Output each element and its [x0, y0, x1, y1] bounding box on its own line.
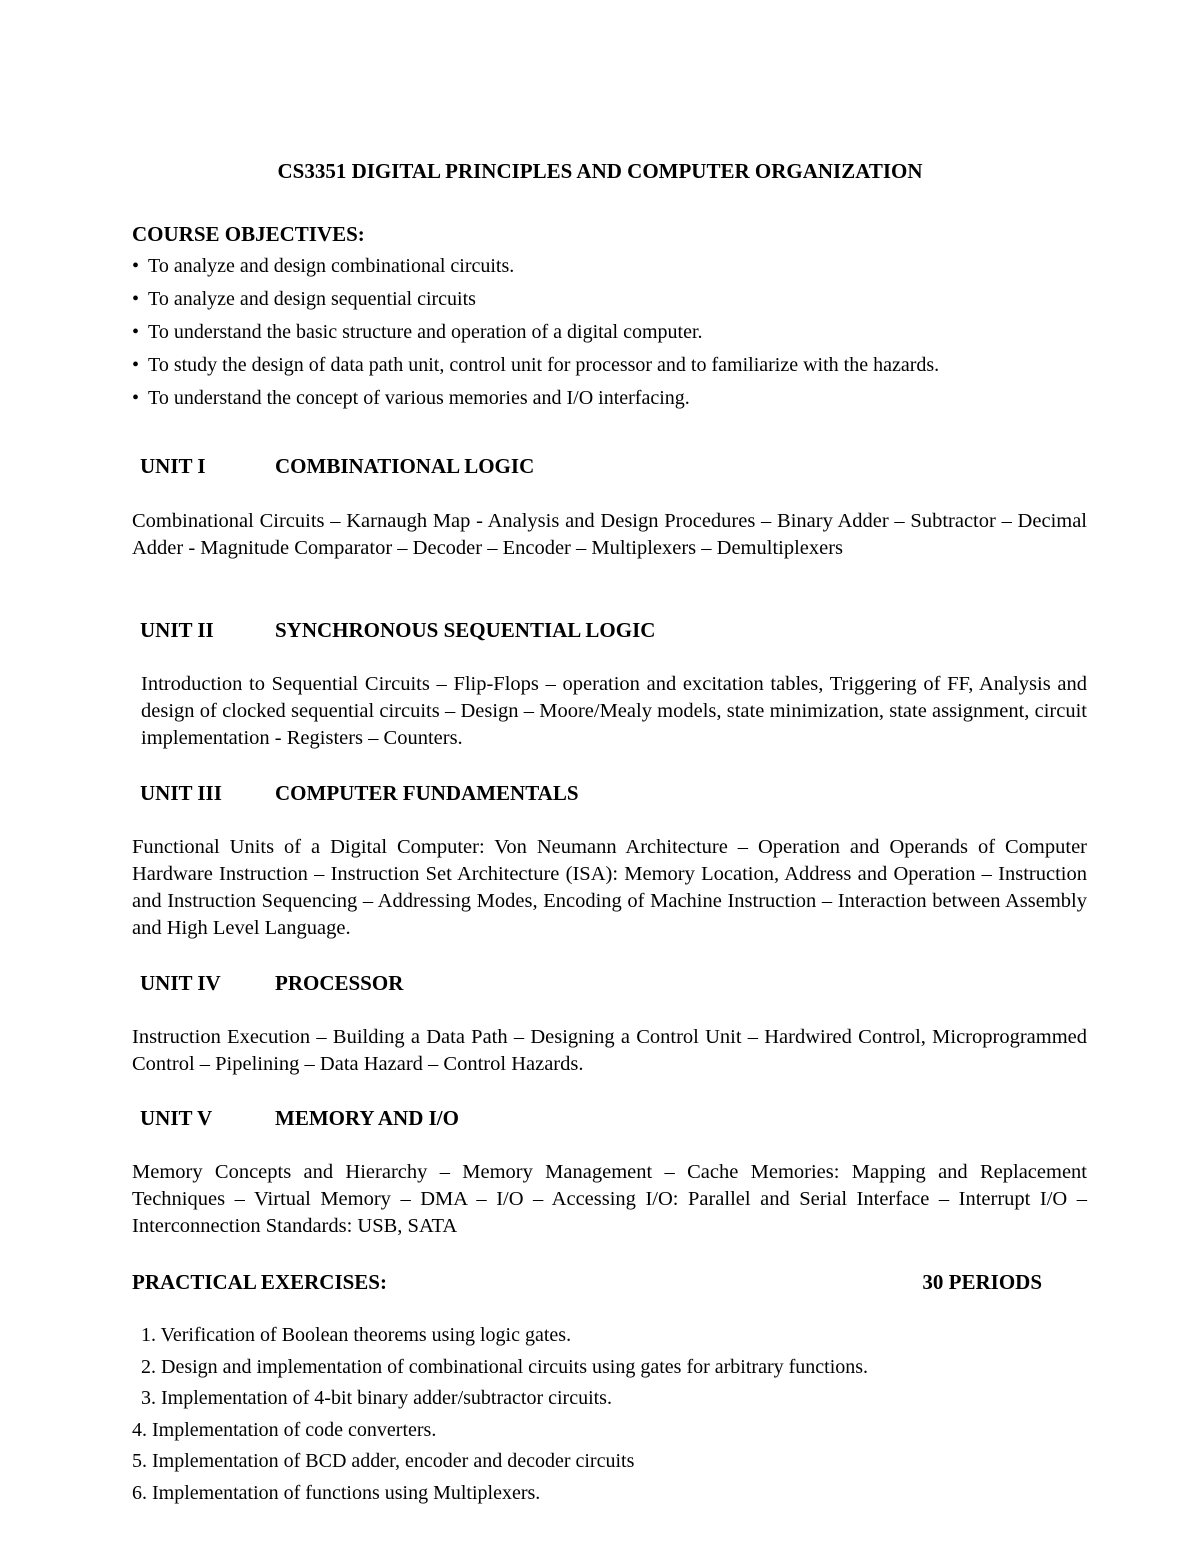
objective-text: To study the design of data path unit, control unit for processor and to familiarize with the hazards.: [148, 354, 940, 376]
bullet-icon: •: [132, 354, 140, 376]
course-title: CS3351 DIGITAL PRINCIPLES AND COMPUTER ORGANIZATION: [277, 159, 923, 183]
unit-title: SYNCHRONOUS SEQUENTIAL LOGIC: [275, 618, 656, 642]
exercise-item: 3. Implementation of 4-bit binary adder/subtractor circuits.: [141, 1387, 612, 1409]
exercise-item: 2. Design and implementation of combinational circuits using gates for arbitrary functions.: [141, 1355, 869, 1378]
unit-2-heading: [140, 617, 655, 643]
exercise-item: 1. Verification of Boolean theorems using logic gates.: [141, 1324, 572, 1346]
unit-number: UNIT II: [140, 618, 214, 642]
unit-5-content: Memory Concepts and Hierarchy – Memory Management – Cache Memories: Mapping and Replacement Techniques – Virtual Memory – DMA – I/O – Accessing I/O: Parallel and Serial Interface – Interrupt I/O – Interconnection Standards: USB, SATA: [132, 1161, 1087, 1237]
objective-item: [132, 283, 939, 316]
unit-1-content: Combinational Circuits – Karnaugh Map - Analysis and Design Procedures – Binary Adder – Subtractor – Decimal Adder - Magnitude Comparator – Decoder – Encoder – Multiplexers – Demultiplexers: [132, 510, 1087, 559]
bullet-icon: •: [132, 387, 140, 409]
unit-number: UNIT V: [140, 1106, 213, 1130]
unit-number: UNIT IV: [140, 971, 221, 995]
unit-4-heading: [140, 970, 403, 996]
objective-text: To analyze and design sequential circuits: [148, 288, 476, 310]
objective-item: [132, 250, 939, 283]
objective-item: [132, 382, 939, 415]
objective-item: [132, 316, 939, 349]
objective-text: To analyze and design combinational circuits.: [148, 255, 515, 277]
practical-periods: 30 PERIODS: [922, 1270, 1042, 1294]
objectives-list: [132, 250, 939, 415]
unit-1-heading: [140, 453, 534, 479]
unit-3-content: Functional Units of a Digital Computer: Von Neumann Architecture – Operation and Operands of Computer Hardware Instruction – Instruction Set Architecture (ISA): Memory Location, Address and Operation – Instruction and Instruction Sequencing – Addressing Modes, Encoding of Machine Instruction – Interaction between Assembly and High Level Language.: [132, 836, 1087, 939]
exercise-item: 5. Implementation of BCD adder, encoder and decoder circuits: [132, 1450, 635, 1472]
practical-heading-text: PRACTICAL EXERCISES:: [132, 1270, 387, 1294]
unit-2-content: Introduction to Sequential Circuits – Flip-Flops – operation and excitation tables, Triggering of FF, Analysis and design of clocked sequential circuits – Design – Moore/Mealy models, state minimization, state assignment, circuit implementation - Registers – Counters.: [141, 673, 1087, 749]
unit-number: UNIT III: [140, 781, 222, 805]
bullet-icon: •: [132, 321, 140, 343]
unit-3-heading: [140, 780, 579, 806]
unit-5-heading: [140, 1105, 459, 1131]
practical-exercises-list: [132, 1320, 868, 1509]
objective-text: To understand the concept of various memories and I/O interfacing.: [148, 387, 690, 409]
exercise-item: 6. Implementation of functions using Multiplexers.: [132, 1481, 541, 1504]
unit-title: MEMORY AND I/O: [275, 1106, 459, 1130]
bullet-icon: •: [132, 255, 140, 277]
exercise-item: 4. Implementation of code converters.: [132, 1418, 437, 1441]
course-objectives-heading: COURSE OBJECTIVES:: [132, 222, 365, 246]
objective-text: To understand the basic structure and operation of a digital computer.: [148, 321, 703, 343]
unit-4-content: Instruction Execution – Building a Data Path – Designing a Control Unit – Hardwired Control, Microprogrammed Control – Pipelining – Data Hazard – Control Hazards.: [132, 1026, 1087, 1075]
unit-title: COMBINATIONAL LOGIC: [275, 454, 535, 478]
unit-title: PROCESSOR: [275, 971, 404, 995]
unit-number: UNIT I: [140, 454, 206, 478]
objective-item: [132, 349, 939, 382]
unit-title: COMPUTER FUNDAMENTALS: [275, 781, 579, 805]
bullet-icon: •: [132, 288, 140, 310]
practical-exercises-heading: [132, 1269, 1042, 1295]
